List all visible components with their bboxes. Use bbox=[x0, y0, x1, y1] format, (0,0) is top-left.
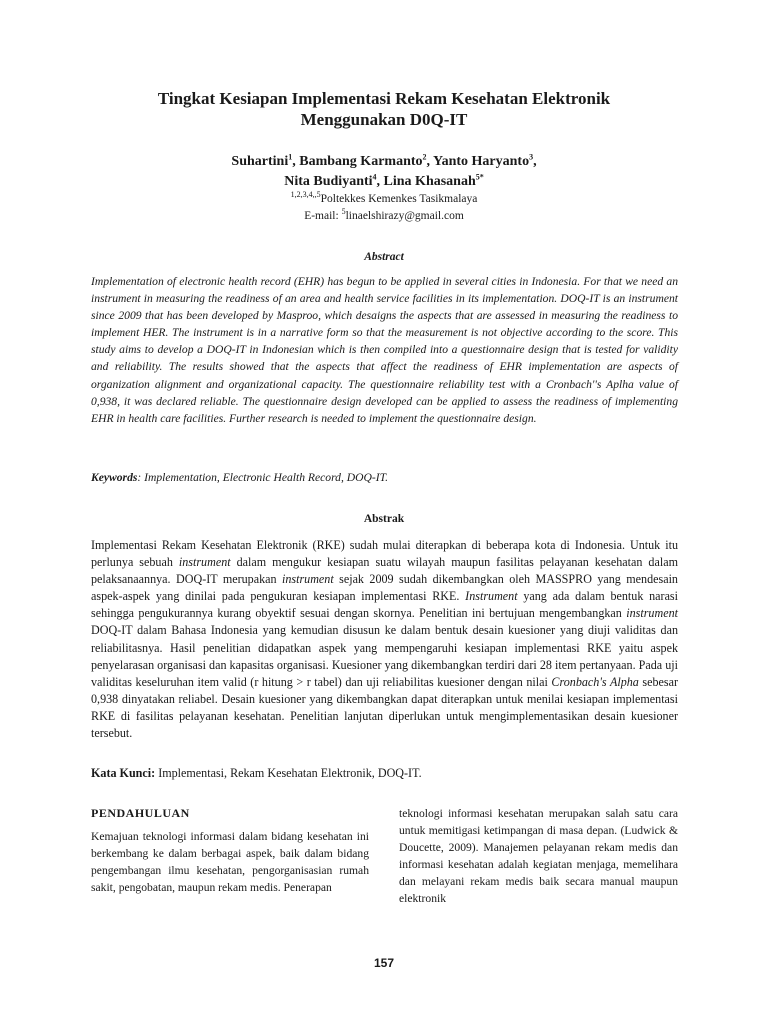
keywords-label: Keywords bbox=[91, 471, 138, 484]
author-name: , Lina Khasanah bbox=[376, 174, 476, 189]
abstrak-text: DOQ-IT dalam Bahasa Indonesia yang kemudian disusun ke dalam bentuk desain kuesioner yang diuji validitas dan reliabilitasnya. Hasil penelitian didapatkan aspek yang mempengaruhi kesiapan implementasi RKE yaitu aspek penyelarasan organisasi dan kapasitas organisasi. Kuesioner yang dikembangkan terdiri dari 28 item pertanyaan. Pada uji validitas keseluruhan item valid (r hitung > r tabel) dan uji reliabilitas kuesioner dengan nilai bbox=[91, 623, 678, 689]
author-separator: , bbox=[533, 154, 537, 169]
abstrak-text: sejak 2009 sudah dikembangkan oleh MASSPRO yang mendesain aspek-aspek yang dinilai pada pengukuran kesiapan implementasi RKE. bbox=[91, 572, 678, 604]
abstrak-text: Implementasi Rekam Kesehatan Elektronik (RKE) sudah mulai diterapkan di beberapa kota di Indonesia. Untuk itu perlunya sebuah bbox=[91, 538, 678, 570]
contact-email bbox=[90, 208, 678, 224]
author-list bbox=[90, 152, 678, 192]
abstract-body: Implementation of electronic health record (EHR) has begun to be applied in several cities in Indonesia. For that we need an instrument in measuring the readiness of an area and health service facilities in its implementation. DOQ-IT is an instrument since 2009 that has been developed by Masproo, which desaigns the aspects that are assessed in measuring the readiness to implement HER. The instrument is in a narrative form so that the measurement is not objective according to the score. This study aims to develop a DOQ-IT in Indonesian which is then compiled into a questionnaire design that is tested for validity and reliability. The results showed that the aspects that affect the readiness of EHR implementation are aspects of organization alignment and organizational capacity. The questionnaire reliability test with a Cronbach''s Aplha value of 0,938, it was declared reliable. The questionnaire design developed can be applied to assess the readiness of implementing EHR in health care facilities. Further research is needed to implement the questionnaire design. bbox=[91, 275, 678, 425]
abstrak-text: sebesar 0,938 dinyatakan reliabel. Desain kuesioner yang dikembangkan dapat diterapkan untuk menilai kesiapan implementasi RKE di fasilitas pelayanan kesehatan. Penelitian lanjutan diperlukan untuk mengimplementasikan desain kuesioner tersebut. bbox=[91, 674, 679, 741]
abstrak-text: dalam mengukur kesiapan suatu wilayah maupun fasilitas pelayanan kesehatan dalam pelaksanaannya. DOQ-IT merupakan bbox=[91, 555, 678, 587]
author-affil-mark: 5* bbox=[475, 172, 484, 182]
email-label: E-mail: bbox=[304, 210, 342, 222]
title-line-2: Menggunakan D0Q-IT bbox=[300, 110, 468, 129]
author-line-1 bbox=[90, 152, 678, 172]
paper-title bbox=[90, 88, 678, 130]
affiliation-text: Poltekkes Kemenkes Tasikmalaya bbox=[320, 193, 478, 205]
page-number: 157 bbox=[373, 956, 395, 970]
keywords bbox=[91, 471, 678, 484]
email-address: linaelshirazy@gmail.com bbox=[345, 210, 464, 222]
author-affil-mark: 3 bbox=[529, 152, 534, 162]
abstrak-italic: instrument bbox=[626, 606, 678, 621]
intro-left-column: Kemajuan teknologi informasi dalam bidang kesehatan ini berkembang ke dalam berbagai aspek, baik dalam bidang pengembangan ilmu kesehatan, pengorganisasian rumah sakit, pengobatan, maupun rekam medis. Penerapan bbox=[91, 830, 369, 895]
abstrak-body bbox=[91, 537, 678, 742]
affiliation-mark: 1,2,3,4,,5 bbox=[290, 190, 321, 200]
kata-kunci bbox=[91, 766, 678, 781]
abstrak-italic: Cronbach's Alpha bbox=[551, 674, 639, 689]
abstrak-heading: Abstrak bbox=[363, 513, 405, 525]
author-name: Suhartini bbox=[231, 154, 289, 169]
intro-right-column: teknologi informasi kesehatan merupakan salah satu cara untuk memitigasi ketimpangan di masa depan. (Ludwick & Doucette, 2009). Manajemen pelayanan rekam medis dan informasi kesehatan adalah kegiatan menjaga, memelihara dan melayani rekam medis baik secara manual maupun elektronik bbox=[399, 807, 678, 906]
section-heading-pendahuluan: PENDAHULUAN bbox=[91, 806, 190, 820]
title-line-1: Tingkat Kesiapan Implementasi Rekam Kesehatan Elektronik bbox=[157, 89, 611, 108]
author-affil-mark: 4 bbox=[372, 172, 377, 182]
kata-kunci-label: Kata Kunci: bbox=[91, 766, 156, 780]
keywords-text: : Implementation, Electronic Health Record, DOQ-IT. bbox=[137, 471, 389, 484]
abstrak-text: yang ada dalam bentuk narasi sehingga pengukurannya kurang obyektif sesuai dengan skornya. Penelitian ini bertujuan mengembangkan bbox=[91, 589, 678, 621]
author-name: , Yanto Haryanto bbox=[426, 154, 530, 169]
author-line-2 bbox=[90, 172, 678, 192]
author-affil-mark: 1 bbox=[288, 152, 293, 162]
author-name: , Bambang Karmanto bbox=[292, 154, 423, 169]
abstrak-italic: instrument bbox=[281, 572, 334, 587]
affiliation bbox=[90, 191, 678, 207]
abstract-heading: Abstract bbox=[364, 251, 404, 263]
author-name: Nita Budiyanti bbox=[284, 174, 373, 189]
abstrak-italic: instrument bbox=[178, 555, 231, 570]
email-mark: 5 bbox=[341, 207, 346, 217]
abstrak-italic: Instrument bbox=[465, 589, 518, 604]
kata-kunci-text: Implementasi, Rekam Kesehatan Elektronik, DOQ-IT. bbox=[155, 766, 422, 780]
author-affil-mark: 2 bbox=[422, 152, 427, 162]
